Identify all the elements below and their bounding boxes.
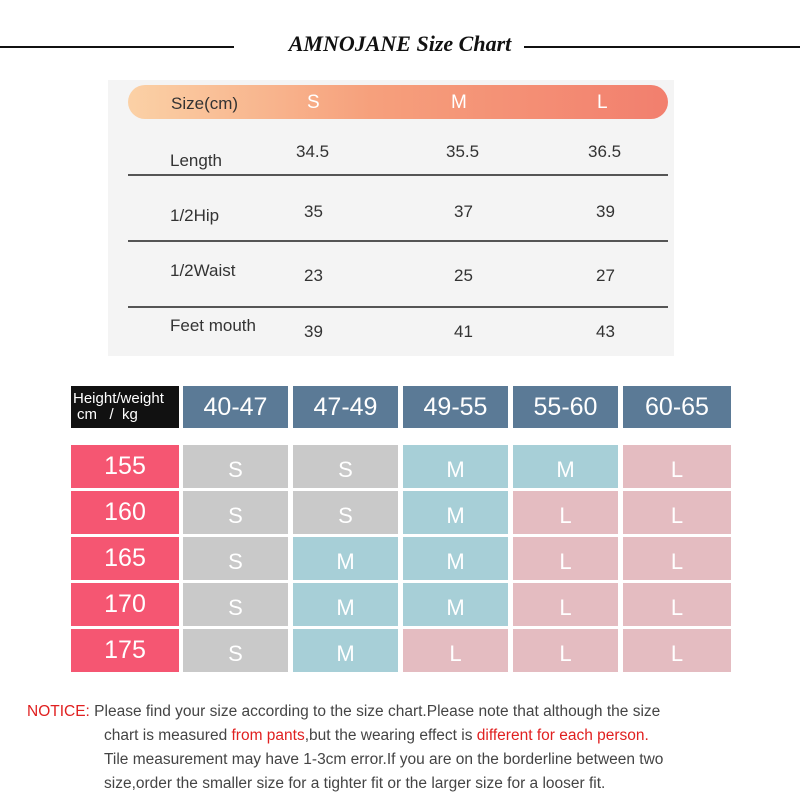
size-cell-155-60-65: L bbox=[623, 445, 731, 488]
size-cell-165-55-60: L bbox=[513, 537, 618, 580]
row-label-feet-mouth: Feet mouth bbox=[170, 316, 256, 335]
weight-header: 60-65 bbox=[623, 386, 731, 428]
waist-m: 25 bbox=[454, 266, 473, 285]
feet-mouth-m: 41 bbox=[454, 322, 473, 341]
notice-line-1 bbox=[27, 700, 767, 724]
size-cell-175-60-65: L bbox=[623, 629, 731, 672]
height-cell-175: 175 bbox=[71, 629, 179, 672]
size-cell-175-47-49: M bbox=[293, 629, 398, 672]
size-cell-175-55-60: L bbox=[513, 629, 618, 672]
length-l: 36.5 bbox=[588, 142, 622, 161]
notice-line-4: size,order the smaller size for a tighter fit or the larger size for a looser fit. bbox=[104, 775, 606, 792]
weight-header: 49-55 bbox=[403, 386, 508, 428]
size-cell-155-47-49: S bbox=[293, 445, 398, 488]
size-cell-165-49-55: M bbox=[403, 537, 508, 580]
notice-label: NOTICE: bbox=[27, 703, 90, 720]
notice-highlight-from-pants: from pants bbox=[231, 727, 305, 744]
size-cell-160-40-47: S bbox=[183, 491, 288, 534]
size-cell-155-49-55: M bbox=[403, 445, 508, 488]
length-s: 34.5 bbox=[296, 142, 330, 161]
size-cell-160-55-60: L bbox=[513, 491, 618, 534]
size-cell-165-60-65: L bbox=[623, 537, 731, 580]
size-header-l: L bbox=[597, 92, 608, 113]
height-cell-170: 170 bbox=[71, 583, 179, 626]
waist-s: 23 bbox=[304, 266, 323, 285]
weight-header: 55-60 bbox=[513, 386, 618, 428]
hip-m: 37 bbox=[454, 202, 473, 221]
row-divider bbox=[128, 174, 668, 176]
hip-l: 39 bbox=[596, 202, 615, 221]
row-label-hip: 1/2Hip bbox=[170, 206, 220, 225]
weight-header: 47-49 bbox=[293, 386, 398, 428]
table-corner-label bbox=[71, 386, 179, 428]
corner-line-2: cm / kg bbox=[77, 406, 138, 423]
size-cell-170-49-55: M bbox=[403, 583, 508, 626]
notice-line-2-c: ,but the wearing effect is bbox=[304, 727, 477, 744]
size-cell-170-60-65: L bbox=[623, 583, 731, 626]
row-divider bbox=[128, 306, 668, 308]
notice-line-1-text: Please find your size according to the size chart.Please note that although the size bbox=[89, 703, 661, 720]
header-rule-right bbox=[524, 46, 800, 48]
hip-s: 35 bbox=[304, 202, 323, 221]
size-cell-160-47-49: S bbox=[293, 491, 398, 534]
size-cell-170-55-60: L bbox=[513, 583, 618, 626]
weight-header: 40-47 bbox=[183, 386, 288, 428]
measurement-header-label: Size(cm) bbox=[171, 94, 239, 113]
size-cell-170-47-49: M bbox=[293, 583, 398, 626]
notice-line-2 bbox=[27, 724, 767, 748]
feet-mouth-s: 39 bbox=[304, 322, 323, 341]
corner-line-1: Height/weight bbox=[73, 390, 164, 407]
size-cell-160-49-55: M bbox=[403, 491, 508, 534]
height-cell-155: 155 bbox=[71, 445, 179, 488]
size-header-s: S bbox=[307, 92, 320, 113]
notice-text bbox=[27, 700, 767, 796]
length-m: 35.5 bbox=[446, 142, 480, 161]
chart-title: AMNOJANE Size Chart bbox=[288, 31, 512, 56]
height-cell-160: 160 bbox=[71, 491, 179, 534]
row-label-waist: 1/2Waist bbox=[170, 261, 236, 280]
size-cell-155-40-47: S bbox=[183, 445, 288, 488]
height-cell-165: 165 bbox=[71, 537, 179, 580]
row-label-length: Length bbox=[170, 151, 222, 170]
size-cell-165-40-47: S bbox=[183, 537, 288, 580]
waist-l: 27 bbox=[596, 266, 615, 285]
chart-header bbox=[0, 28, 800, 64]
size-cell-175-40-47: S bbox=[183, 629, 288, 672]
notice-highlight-different: different for each person. bbox=[476, 727, 649, 744]
size-cell-160-60-65: L bbox=[623, 491, 731, 534]
measurement-table bbox=[108, 80, 674, 356]
notice-line-2-a: chart is measured bbox=[104, 727, 232, 744]
size-cell-165-47-49: M bbox=[293, 537, 398, 580]
size-cell-175-49-55: L bbox=[403, 629, 508, 672]
size-header-m: M bbox=[451, 92, 467, 113]
size-cell-170-40-47: S bbox=[183, 583, 288, 626]
notice-line-3: Tile measurement may have 1-3cm error.If you are on the borderline between two bbox=[104, 751, 664, 768]
row-divider bbox=[128, 240, 668, 242]
feet-mouth-l: 43 bbox=[596, 322, 615, 341]
size-cell-155-55-60: M bbox=[513, 445, 618, 488]
